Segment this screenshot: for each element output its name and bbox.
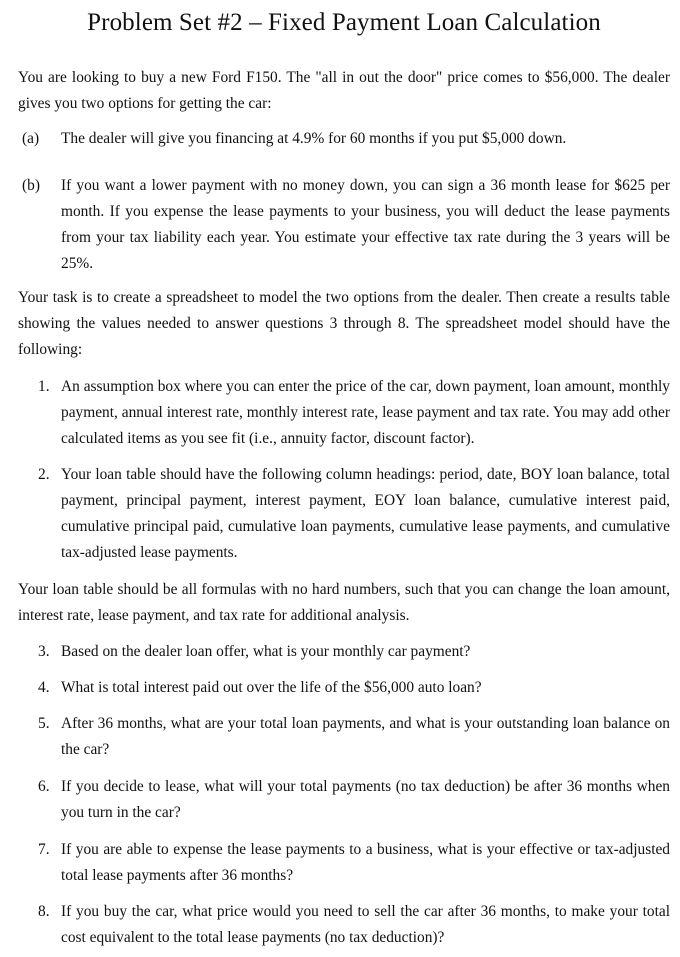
question-text: After 36 months, what are your total loan payments, and what is your outstanding loan balance on the car? [61, 715, 670, 758]
question-item [38, 899, 670, 951]
option-a [22, 126, 670, 152]
formula-note-paragraph: Your loan table should be all formulas with no hard numbers, such that you can change the loan amount, interest rate, lease payment, and tax rate for additional analysis. [18, 581, 670, 624]
option-b [22, 173, 670, 277]
question-number: 4. [38, 679, 50, 696]
requirements-list [38, 374, 670, 566]
question-item [38, 774, 670, 826]
question-text: If you buy the car, what price would you need to sell the car after 36 months, to make your total cost equivalent to the total lease payments (no tax deduction)? [61, 903, 670, 946]
question-number: 8. [38, 903, 50, 920]
question-number: 7. [38, 841, 50, 858]
question-number: 5. [38, 715, 50, 732]
list-item [38, 374, 670, 452]
question-item [38, 837, 670, 889]
list-item-text: Your loan table should have the following column headings: period, date, BOY loan balance, total payment, principal payment, interest payment, EOY loan balance, cumulative interest paid, cumulative principal paid, cumulative loan payments, cumulative lease payments, and cumulative tax-adjusted lease payments. [61, 466, 670, 561]
option-b-label: (b) [22, 177, 40, 194]
intro-paragraph: You are looking to buy a new Ford F150. The "all in out the door" price comes to $56,000. The dealer gives you two options for getting the car: [18, 69, 670, 112]
question-text: If you are able to expense the lease payments to a business, what is your effective or tax-adjusted total lease payments after 36 months? [61, 841, 670, 884]
list-item-number: 2. [38, 466, 50, 483]
question-number: 3. [38, 643, 50, 660]
question-text: Based on the dealer loan offer, what is your monthly car payment? [61, 643, 471, 660]
page-title: Problem Set #2 – Fixed Payment Loan Calculation [87, 9, 601, 36]
option-a-label: (a) [22, 130, 40, 147]
list-item [38, 462, 670, 566]
task-paragraph: Your task is to create a spreadsheet to model the two options from the dealer. Then create a results table showing the values needed to answer questions 3 through 8. The spreadsheet model should have the following: [18, 289, 670, 358]
option-a-text: The dealer will give you financing at 4.9% for 60 months if you put $5,000 down. [61, 130, 567, 147]
option-b-text: If you want a lower payment with no money down, you can sign a 36 month lease for $625 per month. If you expense the lease payments to your business, you will deduct the lease payments from your tax liability each year. You estimate your effective tax rate during the 3 years will be 25%. [61, 177, 670, 272]
question-item [38, 639, 670, 665]
question-item [38, 675, 670, 701]
list-item-number: 1. [38, 378, 50, 395]
question-item [38, 711, 670, 763]
question-number: 6. [38, 778, 50, 795]
list-item-text: An assumption box where you can enter the price of the car, down payment, loan amount, monthly payment, annual interest rate, monthly interest rate, lease payment and tax rate. You may add other calculated items as you see fit (i.e., annuity factor, discount factor). [61, 378, 670, 447]
questions-list [38, 639, 670, 951]
question-text: What is total interest paid out over the life of the $56,000 auto loan? [61, 679, 482, 696]
question-text: If you decide to lease, what will your total payments (no tax deduction) be after 36 months when you turn in the car? [61, 778, 670, 821]
